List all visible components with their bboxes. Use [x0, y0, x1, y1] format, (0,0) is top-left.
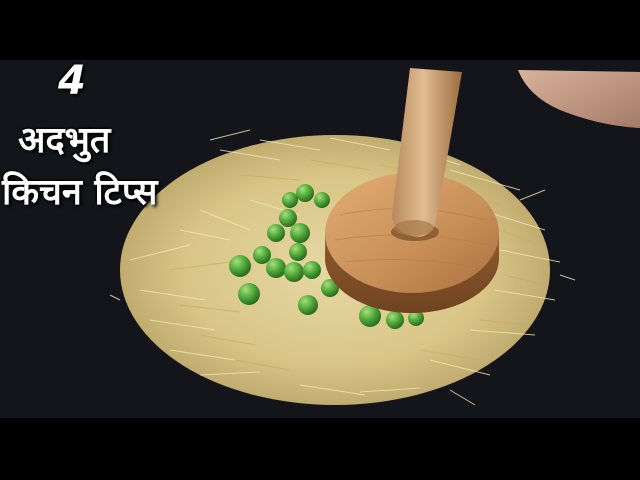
tip-count: 4: [58, 58, 86, 104]
title-line-2: किचन टिप्स: [2, 172, 158, 213]
letterbox-bottom: [0, 418, 640, 480]
title-line-1: अदभुत: [18, 120, 111, 161]
letterbox-top: [0, 0, 640, 62]
